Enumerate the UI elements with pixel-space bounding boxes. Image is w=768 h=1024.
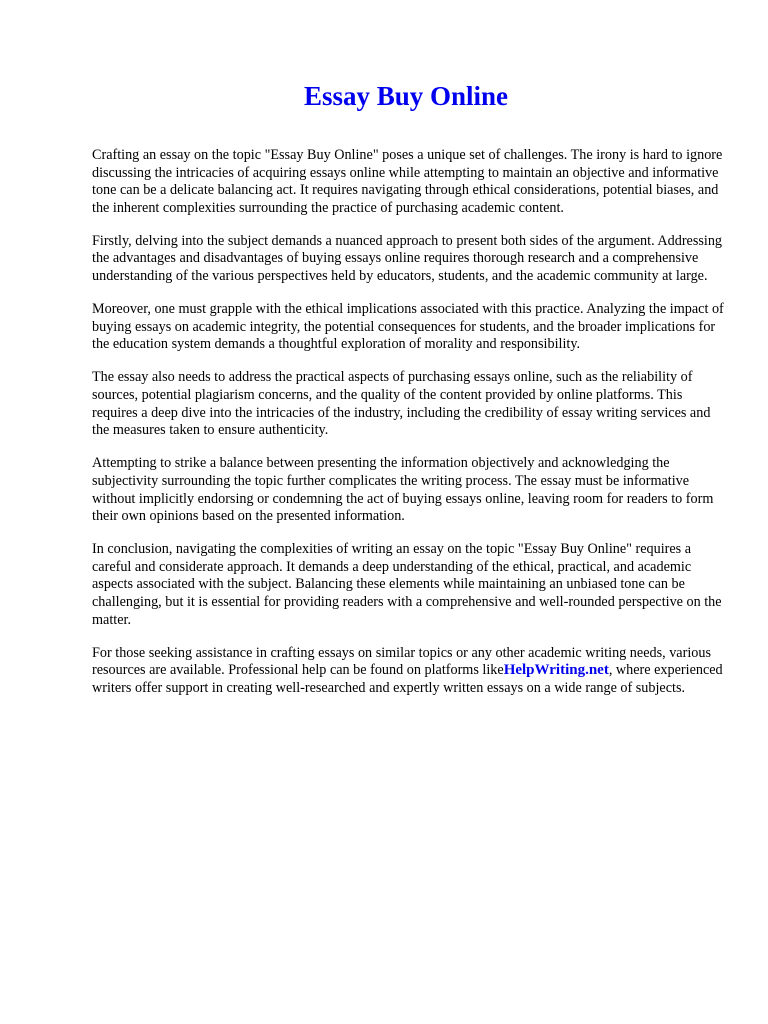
paragraph-firstly: Firstly, delving into the subject demands a nuanced approach to present both sides of the argument. Addressing the advantages and disadvantages of buying essays online requires thorough research and a comprehensive understanding of the various perspectives held by educators, students, and the academic community at large.: [92, 232, 723, 285]
paragraph-closing: [92, 645, 724, 698]
closing-text-before: For those seeking assistance in crafting essays on similar topics or any other academic writing needs, various resources are available. Professional help can be found on platforms like: [92, 644, 711, 679]
paragraph-conclusion: In conclusion, navigating the complexities of writing an essay on the topic "Essay Buy Online" requires a careful and considerate approach. It demands a deep understanding of the ethical, practical, and academic aspects associated with the subject. Balancing these elements while maintaining an unbiased tone can be challenging, but it is essential for providing readers with a comprehensive and well-rounded perspective on the matter.: [92, 541, 722, 628]
paragraph-intro: Crafting an essay on the topic "Essay Buy Online" poses a unique set of challenges. The irony is hard to ignore discussing the intricacies of acquiring essays online while attempting to maintain an objective and informative tone can be a delicate balancing act. It requires navigating through ethical considerations, potential biases, and the inherent complexities surrounding the practice of purchasing academic content.: [92, 147, 723, 216]
helpwriting-link[interactable]: HelpWriting.net: [503, 662, 609, 679]
paragraph-balance: Attempting to strike a balance between presenting the information objectively and acknowledging the subjectivity surrounding the topic further complicates the writing process. The essay must be informative without implicitly endorsing or condemning the act of buying essays online, leaving room for readers to form their own opinions based on the presented information.: [92, 455, 714, 525]
paragraph-moreover: Moreover, one must grapple with the ethical implications associated with this practice. Analyzing the impact of buying essays on academic integrity, the potential consequences for students, and the broader implications for the education system demands a thoughtful exploration of morality and responsibility.: [92, 301, 724, 353]
page-title: Essay Buy Online: [303, 81, 509, 111]
closing-text-after: , where experienced writers offer support in creating well-researched and expertly written essays on a wide range of subjects.: [92, 662, 723, 696]
document-body: [92, 147, 724, 713]
paragraph-practical: The essay also needs to address the practical aspects of purchasing essays online, such as the reliability of sources, potential plagiarism concerns, and the quality of the content provided by online platforms. This requires a deep dive into the intricacies of the industry, including the credibility of essay writing services and the measures taken to ensure authenticity.: [92, 369, 711, 439]
